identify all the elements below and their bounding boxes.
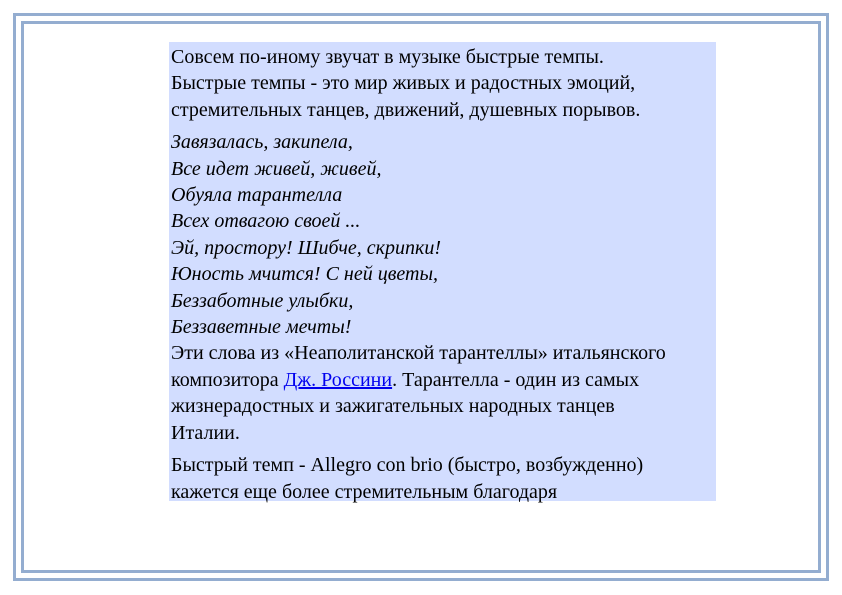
composer-link[interactable]: Дж. Россини — [283, 368, 393, 391]
poem-line: Беззаботные улыбки, — [171, 289, 354, 312]
source-line: жизнерадостных и зажигательных народных танцев — [171, 395, 615, 418]
intro-line: Совсем по-иному звучат в музыке быстрые темпы. — [171, 46, 604, 68]
poem-line: Эй, простору! Шибче, скрипки! — [171, 236, 442, 259]
source-text: композитора — [171, 368, 284, 391]
poem-line: Юность мчится! С ней цветы, — [171, 263, 438, 286]
intro-line: Быстрые темпы - это мир живых и радостных эмоций, — [171, 72, 636, 95]
poem-line: Беззаветные мечты! — [171, 316, 352, 339]
source-line: Эти слова из «Неаполитанской тарантеллы» итальянского — [171, 342, 666, 365]
source-text: . Тарантелла - один из самых — [392, 368, 640, 391]
poem-line: Завязалась, закипела, — [171, 131, 353, 154]
tempo-line: кажется еще более стремительным благодаря — [171, 480, 558, 503]
poem — [171, 129, 716, 340]
source-line — [171, 367, 716, 393]
poem-line: Обуяла тарантелла — [171, 184, 343, 207]
source-paragraph — [171, 340, 716, 446]
poem-line: Все идет живей, живей, — [171, 157, 382, 180]
intro-line: стремительных танцев, движений, душевных порывов. — [171, 98, 641, 121]
text-box — [169, 42, 716, 501]
poem-line: Всех отвагою своей ... — [171, 210, 361, 233]
intro-paragraph — [171, 44, 716, 123]
source-line: Италии. — [171, 421, 240, 444]
tempo-paragraph — [171, 452, 716, 505]
tempo-line: Быстрый темп - Allegro con brio (быстро, возбужденно) — [171, 454, 644, 477]
